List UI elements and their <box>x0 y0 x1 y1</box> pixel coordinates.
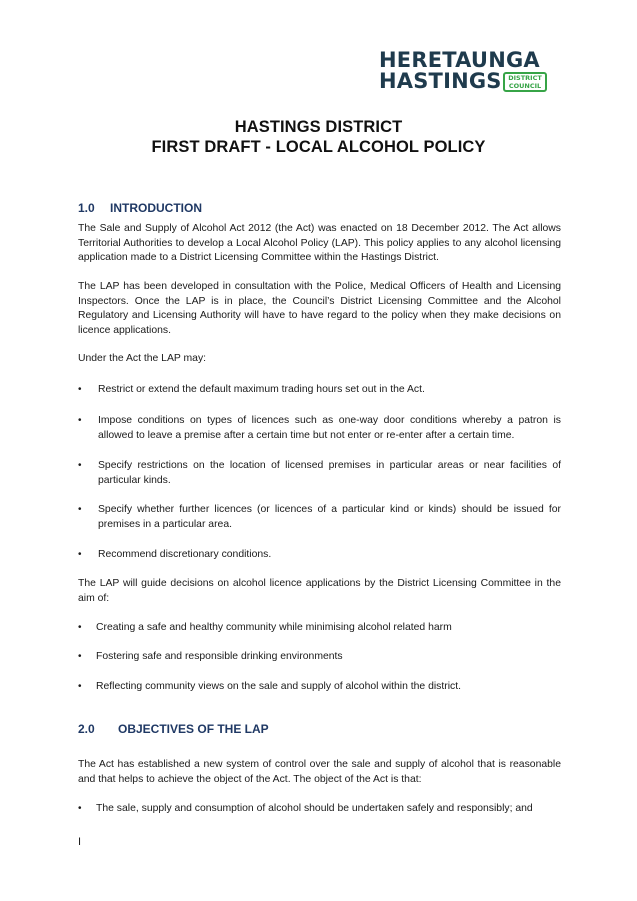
council-logo <box>379 50 551 94</box>
list-item-text: Reflecting community views on the sale and supply of alcohol within the district. <box>96 681 462 692</box>
document-title-line-1: HASTINGS DISTRICT <box>234 118 403 136</box>
logo-line-2: HASTINGS <box>379 69 502 93</box>
bullet-icon: • <box>78 504 82 515</box>
objectives-paragraph-1: The Act has established a new system of control over the sale and supply of alcohol that is reasonable and that helps to achieve the object of the Act. The object of the Act is that: <box>78 759 561 785</box>
list-item-text: Recommend discretionary conditions. <box>98 549 272 560</box>
bullet-icon: • <box>78 384 82 395</box>
section-1-heading <box>78 201 202 215</box>
logo-badge <box>503 72 547 92</box>
bullet-icon: • <box>78 622 82 633</box>
bullet-icon: • <box>78 415 82 426</box>
list-item-text: The sale, supply and consumption of alcohol should be undertaken safely and responsibly; and <box>96 803 533 814</box>
intro-paragraph-4: The LAP will guide decisions on alcohol licence applications by the District Licensing Committee in the aim of: <box>78 578 561 604</box>
section-2-heading <box>78 722 269 736</box>
list-item-text: Restrict or extend the default maximum trading hours set out in the Act. <box>98 384 425 395</box>
page-number: I <box>78 836 82 848</box>
list-item-text: Impose conditions on types of licences such as one-way door conditions whereby a patron is allowed to leave a premise after a certain time but not enter or re-enter after a certain time. <box>98 415 561 441</box>
list-item-text: Fostering safe and responsible drinking environments <box>96 651 343 662</box>
logo-badge-line-2: COUNCIL <box>508 81 542 90</box>
intro-paragraph-2: The LAP has been developed in consultation with the Police, Medical Officers of Health and Licensing Inspectors. Once the LAP is in place, the Council’s District Licensing Committee and the Alcohol Regulatory and Licensing Authority will have to have regard to the policy when they make decisions on licence applications. <box>78 281 561 336</box>
intro-paragraph-1: The Sale and Supply of Alcohol Act 2012 (the Act) was enacted on 18 December 2012. The Act allows Territorial Authorities to develop a Local Alcohol Policy (LAP). This policy applies to any alcohol licensing application made to a District Licensing Committee within the Hastings District. <box>78 223 561 264</box>
intro-paragraph-3: Under the Act the LAP may: <box>78 353 207 364</box>
bullet-icon: • <box>78 803 82 814</box>
logo-badge-line-1: DISTRICT <box>508 74 542 82</box>
document-title-line-2: FIRST DRAFT - LOCAL ALCOHOL POLICY <box>151 138 486 156</box>
logo-line-1: HERETAUNGA <box>379 48 540 72</box>
bullet-icon: • <box>78 549 82 560</box>
list-item-text: Specify whether further licences (or licences of a particular kind or kinds) should be issued for premises in a particular area. <box>98 504 561 530</box>
section-1-title: INTRODUCTION <box>110 201 202 215</box>
bullet-icon: • <box>78 460 82 471</box>
bullet-icon: • <box>78 681 82 692</box>
section-2-title: OBJECTIVES OF THE LAP <box>118 722 269 736</box>
section-1-number: 1.0 <box>78 201 95 215</box>
list-item-text: Specify restrictions on the location of licensed premises in particular areas or near facilities of particular kinds. <box>98 460 561 486</box>
bullet-icon: • <box>78 651 82 662</box>
list-item-text: Creating a safe and healthy community while minimising alcohol related harm <box>96 622 452 633</box>
section-2-number: 2.0 <box>78 722 95 736</box>
